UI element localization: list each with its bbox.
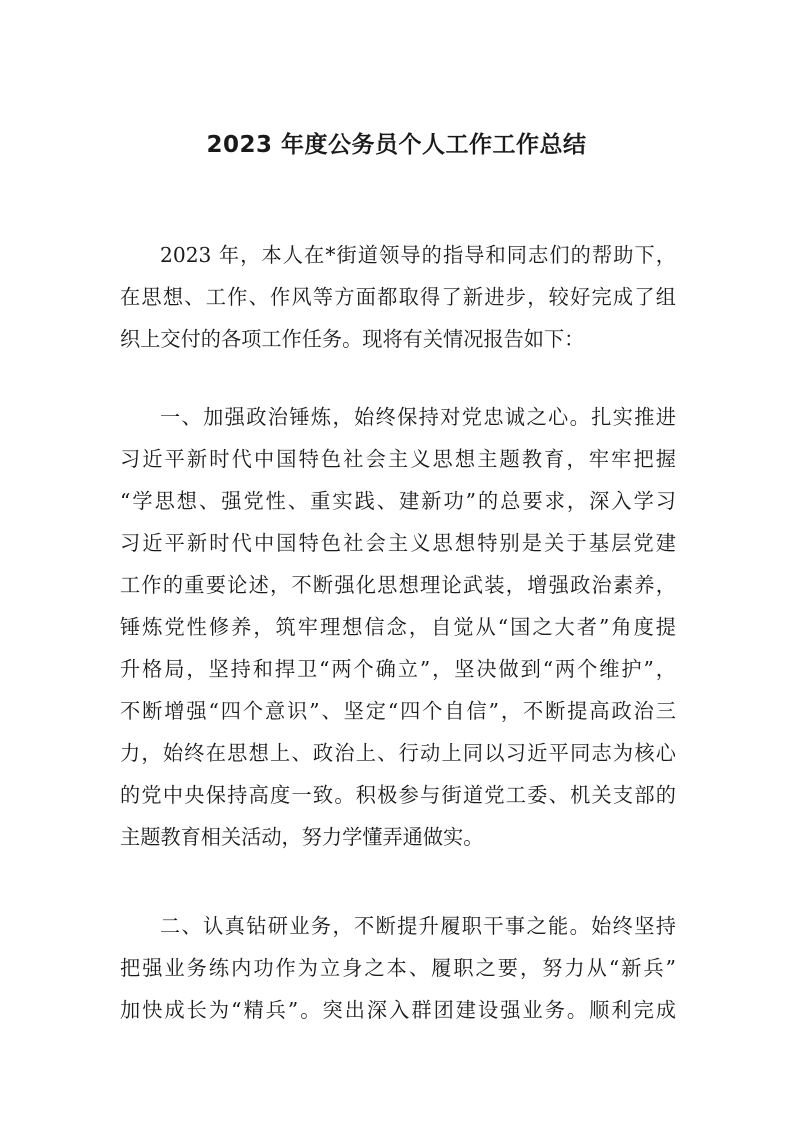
paragraph-line: 在思想、工作、作风等方面都取得了新进步，较好完成了组 — [120, 285, 676, 309]
paragraph-line: 升格局，坚持和捍卫“两个确立”，坚决做到“两个维护”， — [120, 657, 676, 681]
paragraph-intro — [120, 234, 676, 360]
paragraph-line: 工作的重要论述，不断强化思想理论武装，增强政治素养， — [120, 573, 676, 597]
document-title: 2023 年度公务员个人工作工作总结 — [206, 132, 587, 158]
paragraph-line: 锤炼党性修养，筑牢理想信念，自觉从“国之大者”角度提 — [120, 615, 676, 639]
paragraph-line: “学思想、强党性、重实践、建新功”的总要求，深入学习 — [120, 489, 676, 513]
paragraph-line: 织上交付的各项工作任务。现将有关情况报告如下： — [120, 327, 585, 351]
paragraph-line: 二、认真钻研业务，不断提升履职干事之能。始终坚持 — [160, 914, 676, 938]
paragraph-line: 2023 年，本人在*街道领导的指导和同志们的帮助下， — [160, 243, 676, 267]
paragraph-line: 主题教育相关活动，努力学懂弄通做实。 — [120, 825, 484, 849]
paragraph-business — [120, 905, 676, 1031]
paragraph-line: 的党中央保持高度一致。积极参与街道党工委、机关支部的 — [120, 783, 676, 807]
paragraph-political — [120, 396, 676, 858]
paragraph-line: 把强业务练内功作为立身之本、履职之要，努力从“新兵” — [120, 956, 676, 980]
paragraph-line: 一、加强政治锤炼，始终保持对党忠诚之心。扎实推进 — [160, 405, 676, 429]
paragraph-line: 不断增强“四个意识”、坚定“四个自信”，不断提高政治三 — [120, 699, 676, 723]
paragraph-line: 习近平新时代中国特色社会主义思想主题教育，牢牢把握 — [120, 447, 676, 471]
paragraph-line: 习近平新时代中国特色社会主义思想特别是关于基层党建 — [120, 531, 676, 555]
paragraph-line: 加快成长为“精兵”。突出深入群团建设强业务。顺利完成 — [120, 998, 676, 1022]
paragraph-line: 力，始终在思想上、政治上、行动上同以习近平同志为核心 — [120, 741, 676, 765]
